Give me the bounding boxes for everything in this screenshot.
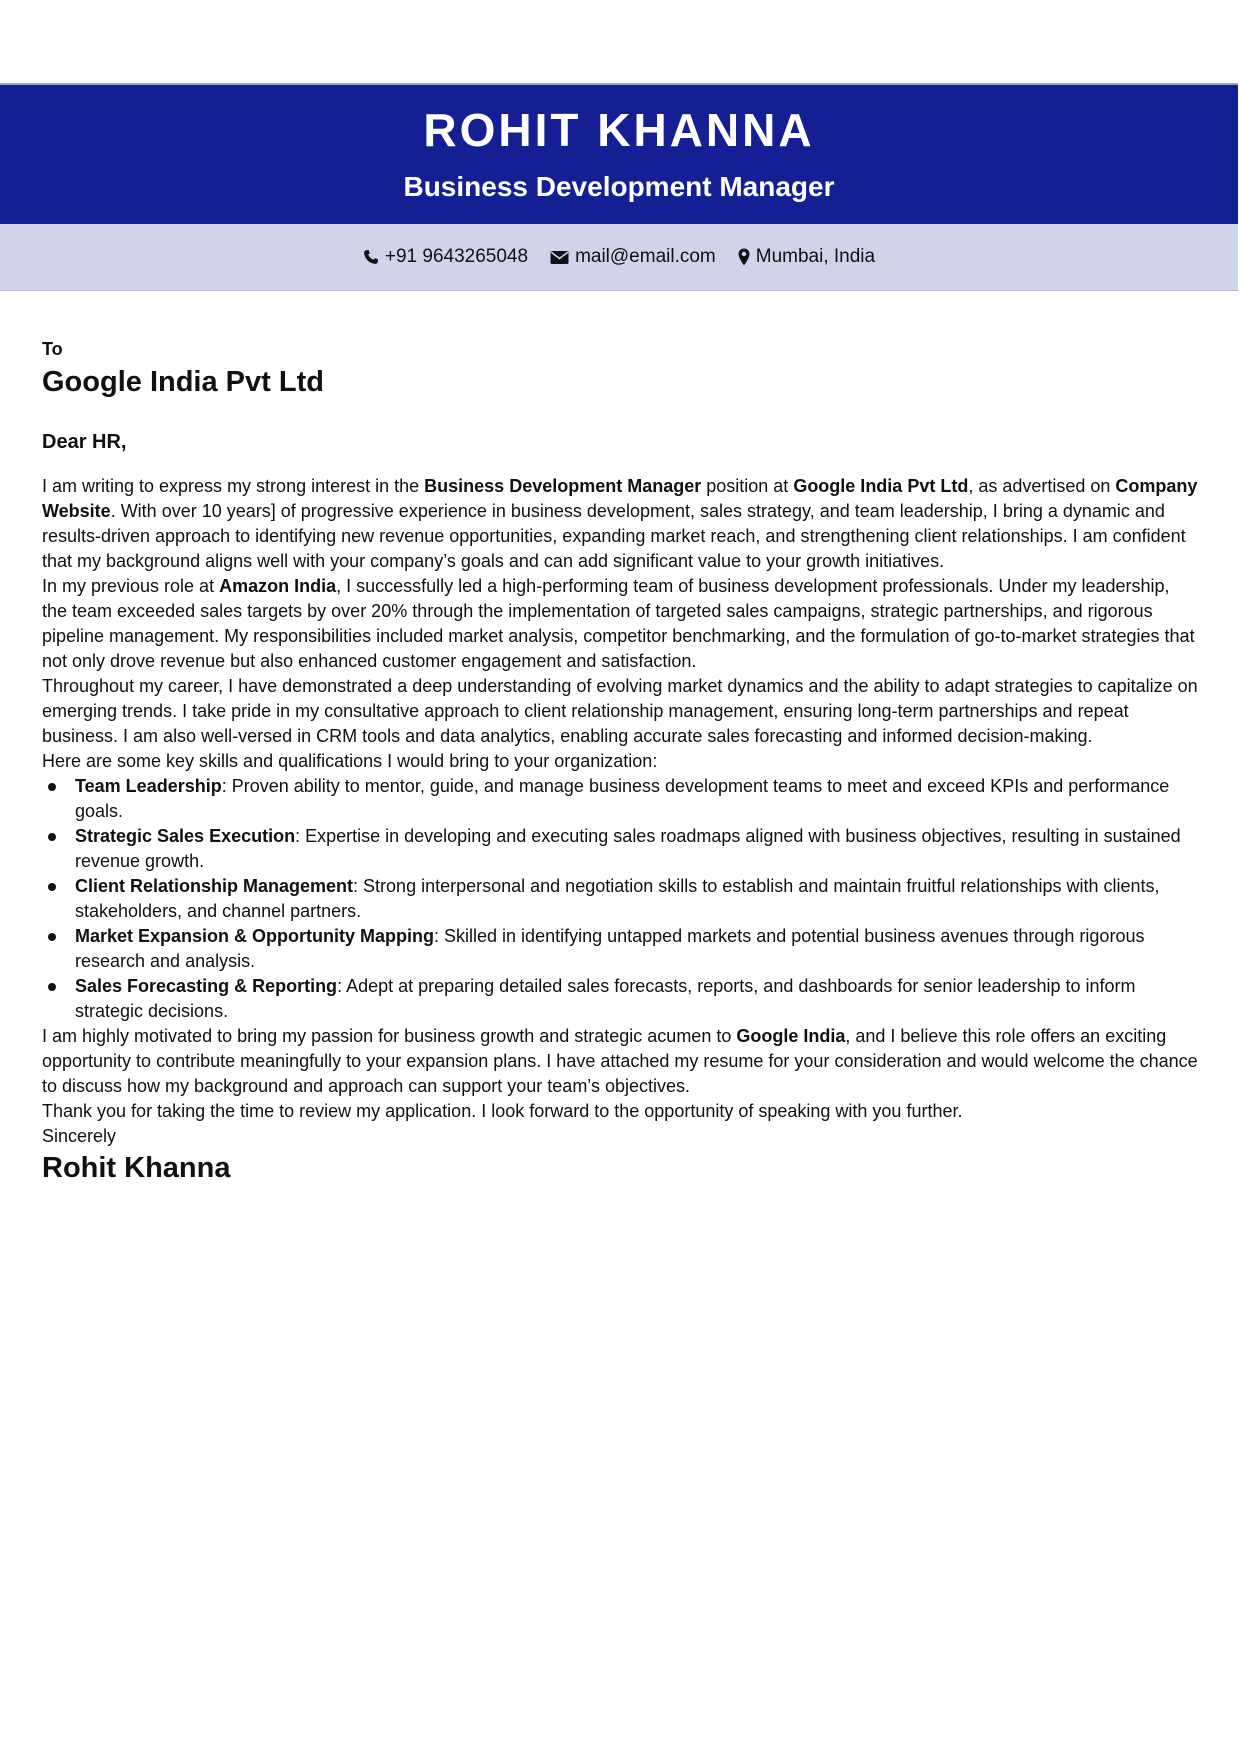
skill-title: Sales Forecasting & Reporting bbox=[75, 976, 338, 997]
signature-name: Rohit Khanna bbox=[42, 1152, 231, 1185]
bullet-icon bbox=[48, 933, 56, 941]
paragraph-intro bbox=[42, 474, 1198, 574]
list-item bbox=[75, 974, 1198, 1024]
skills-intro: Here are some key skills and qualifications I would bring to your organization: bbox=[42, 751, 658, 772]
skill-title: Market Expansion & Opportunity Mapping bbox=[75, 926, 435, 947]
contact-phone bbox=[363, 246, 528, 268]
skill-text: : Skilled in identifying untapped markets and potential business avenues through rigorous research and analysis. bbox=[75, 926, 1145, 972]
paragraph-text: position at bbox=[701, 476, 794, 497]
map-marker-icon bbox=[738, 248, 750, 266]
salutation: Dear HR, bbox=[42, 431, 127, 454]
skill-text: : Expertise in developing and executing sales roadmaps aligned with business objectives, resulting in sustained revenue growth. bbox=[75, 826, 1181, 872]
skill-title: Team Leadership bbox=[75, 776, 222, 797]
phone-icon bbox=[363, 249, 379, 265]
header-banner bbox=[0, 83, 1238, 224]
paragraph-thanks: Thank you for taking the time to review my application. I look forward to the opportunity of speaking with you further. bbox=[42, 1101, 963, 1122]
skill-text: : Adept at preparing detailed sales forecasts, reports, and dashboards for senior leadership to inform strategic decisions. bbox=[75, 976, 1136, 1022]
job-title: Business Development Manager bbox=[403, 171, 835, 202]
paragraph-text: , as advertised on bbox=[968, 476, 1116, 497]
paragraph-experience bbox=[42, 574, 1198, 674]
bullet-icon bbox=[48, 833, 56, 841]
paragraph-text: . With over 10 years] of progressive experience in business development, sales strategy, and team leadership, I bring a dynamic and results-driven approach to identifying new revenue opportunities, expanding market reach, and strengthening client relationships. I am confident that my background aligns well with your company’s goals and can add significant value to your growth initiatives. bbox=[42, 501, 1186, 572]
contact-email bbox=[550, 246, 716, 268]
closing: Sincerely bbox=[42, 1126, 117, 1147]
list-item bbox=[75, 924, 1198, 974]
paragraph-text: , I successfully led a high-performing team of business development professionals. Under my leadership, the team exceeded sales targets by over 20% through the implementation of targeted sales campaigns, strategic partnerships, and rigorous pipeline management. My responsibilities included market analysis, competitor benchmarking, and the formulation of go-to-market strategies that not only drove revenue but also enhanced customer engagement and satisfaction. bbox=[42, 576, 1195, 672]
paragraph-text: In my previous role at bbox=[42, 576, 220, 597]
paragraph-text: I am highly motivated to bring my passion for business growth and strategic acumen to bbox=[42, 1026, 737, 1047]
list-item bbox=[75, 774, 1198, 824]
skill-text: : Strong interpersonal and negotiation skills to establish and maintain fruitful relationships with clients, stakeholders, and channel partners. bbox=[75, 876, 1160, 922]
paragraph-career: Throughout my career, I have demonstrated a deep understanding of evolving market dynamics and the ability to adapt strategies to capitalize on emerging trends. I take pride in my consultative approach to client relationship management, ensuring long-term partnerships and repeat business. I am also well-versed in CRM tools and data analytics, enabling accurate sales forecasting and informed decision-making. bbox=[42, 676, 1198, 747]
bold-text: Amazon India bbox=[219, 576, 337, 597]
location-text: Mumbai, India bbox=[755, 246, 876, 267]
paragraph-text: I am writing to express my strong interest in the bbox=[42, 476, 425, 497]
bold-text: Company Website bbox=[42, 476, 1198, 522]
skill-title: Client Relationship Management bbox=[75, 876, 354, 897]
bold-text: Business Development Manager bbox=[424, 476, 702, 497]
recipient-label: To bbox=[42, 339, 63, 359]
contact-location bbox=[738, 246, 875, 268]
email-address: mail@email.com bbox=[575, 246, 716, 267]
applicant-name: ROHIT KHANNA bbox=[423, 104, 815, 156]
skill-text: : Proven ability to mentor, guide, and manage business development teams to meet and exceed KPIs and performance goals. bbox=[75, 776, 1170, 822]
letter-body bbox=[42, 474, 1198, 1149]
contact-bar bbox=[0, 224, 1238, 291]
paragraph-text: , and I believe this role offers an exciting opportunity to contribute meaningfully to your expansion plans. I have attached my resume for your consideration and would welcome the chance to discuss how my background and approach can support your team’s objectives. bbox=[42, 1026, 1198, 1097]
phone-number: +91 9643265048 bbox=[384, 246, 529, 267]
skills-list bbox=[42, 774, 1198, 1024]
skill-title: Strategic Sales Execution bbox=[75, 826, 296, 847]
bold-text: Google India bbox=[736, 1026, 846, 1047]
bold-text: Google India Pvt Ltd bbox=[793, 476, 969, 497]
recipient-company: Google India Pvt Ltd bbox=[42, 366, 324, 399]
paragraph-motivation bbox=[42, 1024, 1198, 1099]
bullet-icon bbox=[48, 783, 56, 791]
envelope-icon bbox=[550, 250, 569, 265]
list-item bbox=[75, 824, 1198, 874]
bullet-icon bbox=[48, 983, 56, 991]
bullet-icon bbox=[48, 883, 56, 891]
letter-content bbox=[42, 338, 1198, 1186]
list-item bbox=[75, 874, 1198, 924]
